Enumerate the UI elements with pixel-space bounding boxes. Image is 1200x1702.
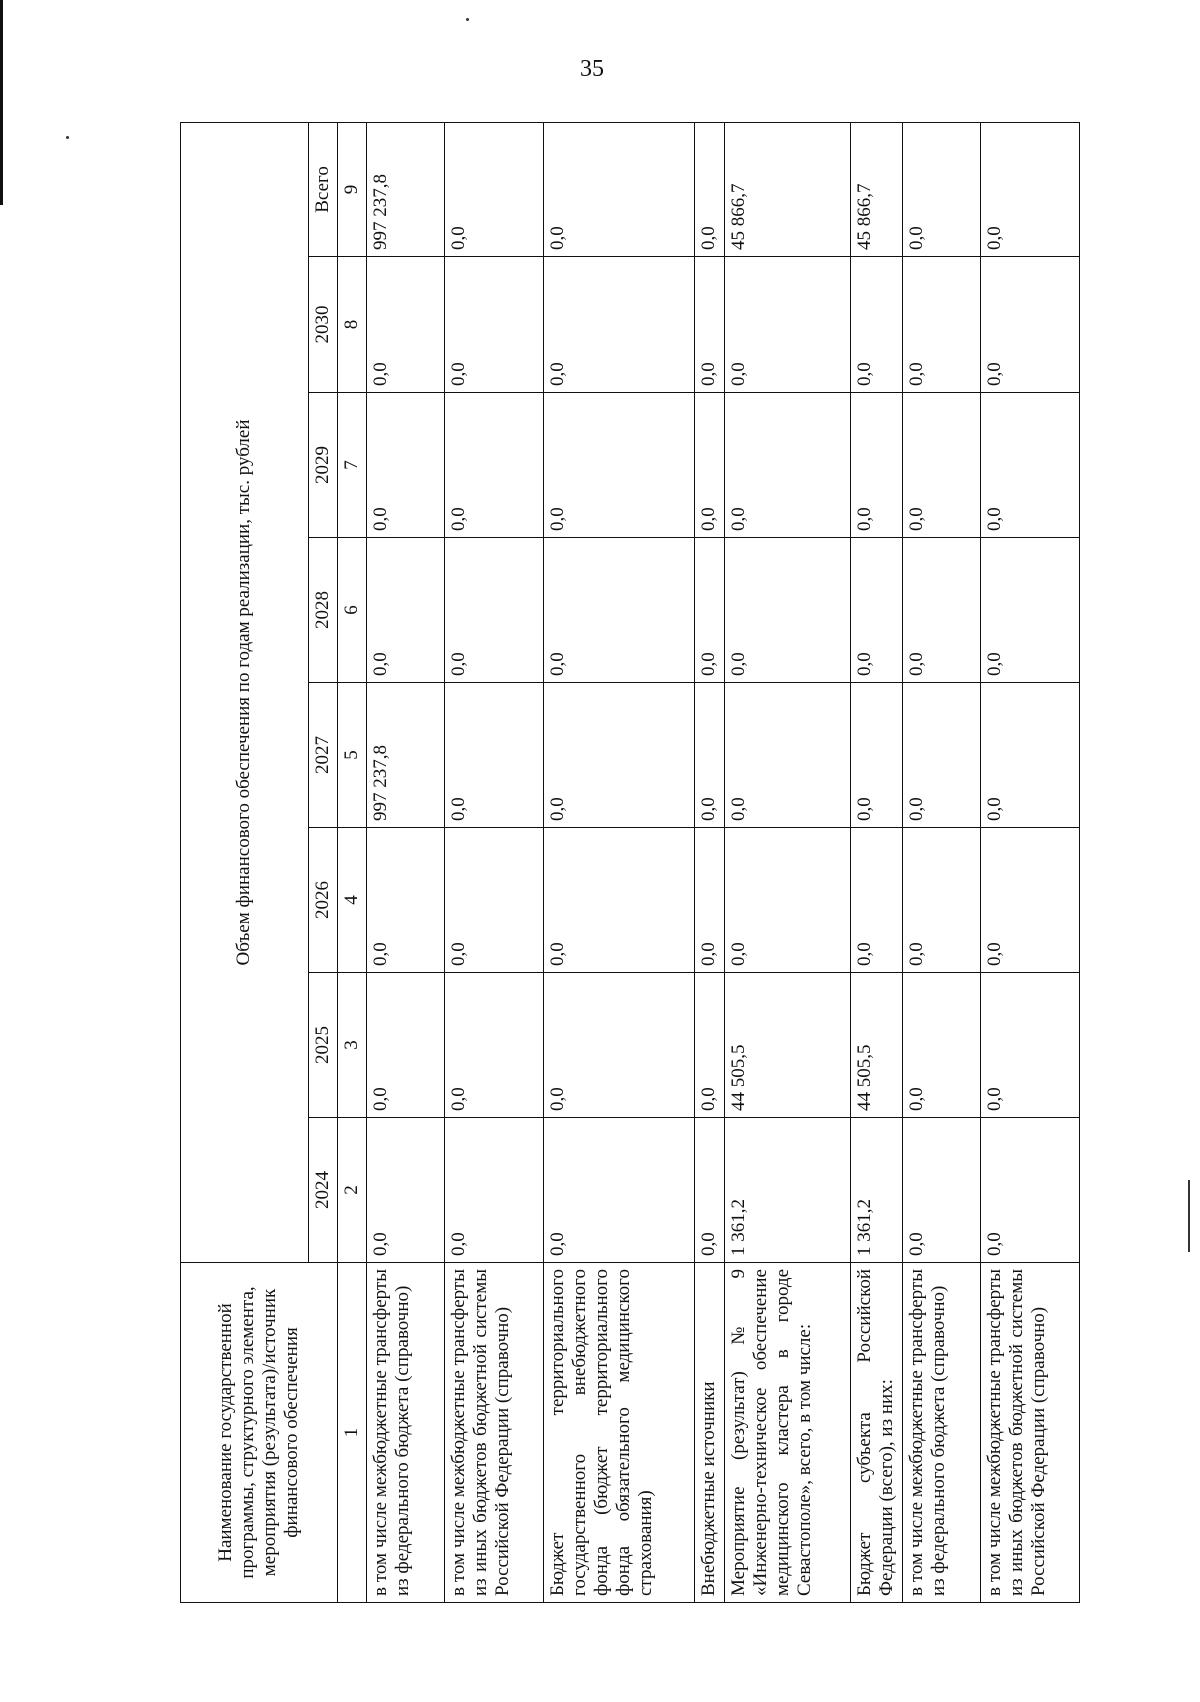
scan-speck — [466, 18, 469, 21]
value-cell: 0,0 — [694, 1118, 724, 1263]
value-cell: 0,0 — [850, 538, 903, 683]
row-label: Бюджет субъекта Российской Федерации (всего), из них: — [850, 1263, 903, 1603]
value-cell: 0,0 — [903, 1118, 980, 1263]
value-cell: 0,0 — [850, 828, 903, 973]
value-cell: 0,0 — [543, 973, 694, 1118]
value-cell: 0,0 — [724, 257, 850, 393]
value-cell: 0,0 — [980, 973, 1079, 1118]
table-row — [850, 122, 903, 1602]
page-number: 35 — [580, 56, 604, 82]
value-cell: 0,0 — [367, 828, 444, 973]
value-cell: 0,0 — [903, 538, 980, 683]
value-cell: 0,0 — [694, 973, 724, 1118]
value-cell: 0,0 — [543, 393, 694, 538]
column-number: 2 — [338, 1118, 367, 1263]
value-cell: 0,0 — [543, 257, 694, 393]
value-cell: 1 361,2 — [850, 1118, 903, 1263]
row-label: Бюджет территориального государственного внебюджетного фонда (бюджет территориального фонда обязательного медицинского страхования) — [543, 1263, 694, 1603]
value-cell: 0,0 — [980, 393, 1079, 538]
year-header: 2029 — [309, 393, 338, 538]
year-header: 2025 — [309, 973, 338, 1118]
table-row — [543, 122, 694, 1602]
column-number: 7 — [338, 393, 367, 538]
value-cell: 0,0 — [724, 538, 850, 683]
row-label: Внебюджетные источники — [694, 1263, 724, 1603]
column-number: 5 — [338, 683, 367, 828]
value-cell: 0,0 — [980, 828, 1079, 973]
column-number: 1 — [338, 1263, 367, 1603]
value-cell: 0,0 — [444, 257, 543, 393]
value-cell: 0,0 — [694, 257, 724, 393]
value-cell: 0,0 — [694, 393, 724, 538]
row-label: в том числе межбюджетные трансферты из иных бюджетов бюджетной системы Российской Федерации (справочно) — [980, 1263, 1079, 1603]
value-cell: 0,0 — [980, 122, 1079, 256]
value-cell: 45 866,7 — [850, 122, 903, 256]
value-cell: 0,0 — [444, 393, 543, 538]
column-number: 8 — [338, 257, 367, 393]
value-cell: 0,0 — [980, 257, 1079, 393]
header-name: Наименование государственной программы, структурного элемента, мероприятия (результата)/источник финансового обеспечения — [181, 1263, 338, 1603]
column-number: 6 — [338, 538, 367, 683]
value-cell: 1 361,2 — [724, 1118, 850, 1263]
value-cell: 0,0 — [724, 393, 850, 538]
scan-edge-mark — [0, 0, 3, 205]
value-cell: 0,0 — [980, 683, 1079, 828]
year-header: 2026 — [309, 828, 338, 973]
value-cell: 0,0 — [903, 973, 980, 1118]
value-cell: 0,0 — [980, 538, 1079, 683]
value-cell: 0,0 — [367, 1118, 444, 1263]
table-row — [444, 122, 543, 1602]
value-cell: 0,0 — [367, 257, 444, 393]
table-row — [903, 122, 980, 1602]
value-cell: 0,0 — [543, 122, 694, 256]
value-cell: 0,0 — [543, 538, 694, 683]
table-row — [980, 122, 1079, 1602]
value-cell: 997 237,8 — [367, 122, 444, 256]
value-cell: 0,0 — [850, 393, 903, 538]
value-cell: 0,0 — [543, 1118, 694, 1263]
column-number: 4 — [338, 828, 367, 973]
value-cell: 44 505,5 — [724, 973, 850, 1118]
scan-speck — [66, 136, 69, 139]
value-cell: 0,0 — [980, 1118, 1079, 1263]
year-header: 2028 — [309, 538, 338, 683]
year-header: 2024 — [309, 1118, 338, 1263]
value-cell: 0,0 — [543, 683, 694, 828]
value-cell: 45 866,7 — [724, 122, 850, 256]
table-row — [724, 122, 850, 1602]
column-number: 9 — [338, 122, 367, 256]
value-cell: 0,0 — [444, 538, 543, 683]
value-cell: 0,0 — [444, 973, 543, 1118]
scan-edge-mark — [1188, 1180, 1190, 1252]
table-row — [694, 122, 724, 1602]
value-cell: 0,0 — [444, 1118, 543, 1263]
value-cell: 0,0 — [694, 122, 724, 256]
row-label: Мероприятие (результат) № 9 «Инженерно-техническое обеспечение медицинского кластера в городе Севастополе», всего, в том числе: — [724, 1263, 850, 1603]
column-number: 3 — [338, 973, 367, 1118]
value-cell: 0,0 — [694, 828, 724, 973]
value-cell: 0,0 — [903, 122, 980, 256]
row-label: в том числе межбюджетные трансферты из федерального бюджета (справочно) — [367, 1263, 444, 1603]
value-cell: 0,0 — [444, 683, 543, 828]
value-cell: 0,0 — [694, 683, 724, 828]
value-cell: 0,0 — [850, 257, 903, 393]
year-header: 2030 — [309, 257, 338, 393]
value-cell: 0,0 — [694, 538, 724, 683]
rotated-table-container — [180, 123, 1200, 1596]
value-cell: 0,0 — [903, 257, 980, 393]
value-cell: 0,0 — [724, 828, 850, 973]
value-cell: 0,0 — [903, 828, 980, 973]
value-cell: 997 237,8 — [367, 683, 444, 828]
value-cell: 0,0 — [543, 828, 694, 973]
value-cell: 0,0 — [724, 683, 850, 828]
financing-table — [180, 122, 1080, 1603]
year-header: 2027 — [309, 683, 338, 828]
value-cell: 0,0 — [444, 122, 543, 256]
row-label: в том числе межбюджетные трансферты из иных бюджетов бюджетной системы Российской Федерации (справочно) — [444, 1263, 543, 1603]
value-cell: 0,0 — [367, 973, 444, 1118]
total-header: Всего — [309, 122, 338, 256]
header-volume: Объем финансового обеспечения по годам реализации, тыс. рублей — [181, 122, 309, 1262]
value-cell: 0,0 — [903, 393, 980, 538]
value-cell: 0,0 — [444, 828, 543, 973]
table-row — [367, 122, 444, 1602]
value-cell: 0,0 — [367, 538, 444, 683]
value-cell: 0,0 — [903, 683, 980, 828]
row-label: в том числе межбюджетные трансферты из федерального бюджета (справочно) — [903, 1263, 980, 1603]
value-cell: 0,0 — [850, 683, 903, 828]
value-cell: 44 505,5 — [850, 973, 903, 1118]
value-cell: 0,0 — [367, 393, 444, 538]
